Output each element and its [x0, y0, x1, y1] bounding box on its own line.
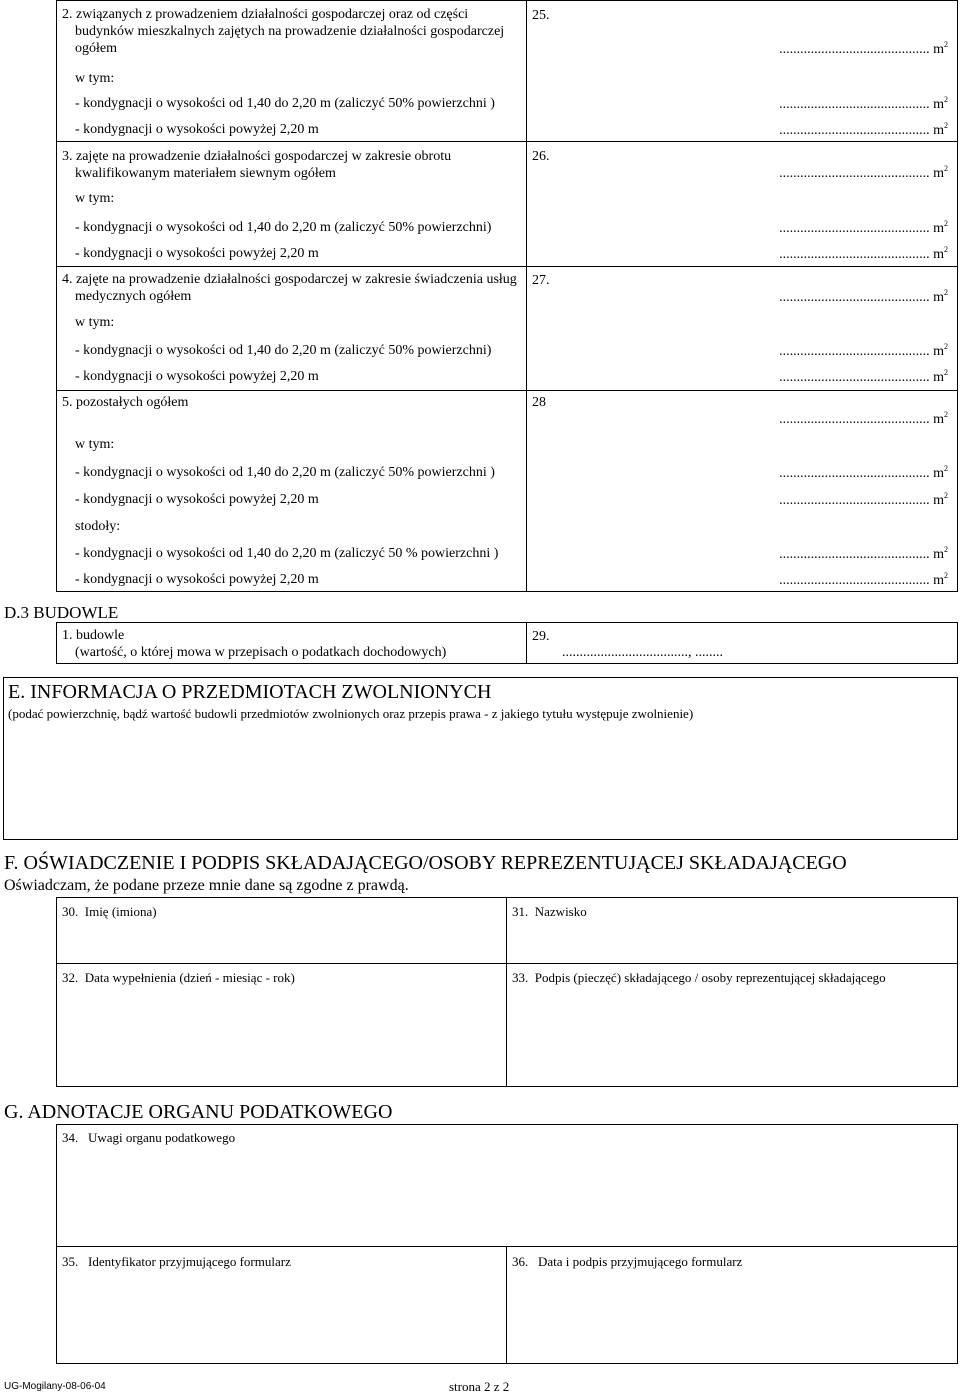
d3-header: D.3 BUDOWLE — [4, 603, 119, 622]
field-33-number: 33. — [512, 970, 529, 985]
field-26-total[interactable]: ........................................... $m^2$ — [779, 164, 948, 181]
section-4-row-2: - kondygnacji o wysokości powyżej 2,20 m — [75, 369, 319, 384]
section-4-w-tym: w tym: — [75, 315, 115, 330]
field-26-row-1[interactable]: ........................................... $m^2$ — [779, 219, 948, 236]
field-32-label: Data wypełnienia (dzień - miesiąc - rok) — [84, 970, 295, 985]
field-32-number: 32. — [62, 970, 79, 985]
field-25-total[interactable]: ........................................... $m^2$ — [779, 40, 948, 57]
section-5-row-1: - kondygnacji o wysokości od 1,40 do 2,20 m (zaliczyć 50% powierzchni ) — [75, 465, 495, 480]
section-f-frame — [56, 897, 958, 1087]
d2-row-divider — [56, 141, 958, 142]
field-25-row-2[interactable]: ........................................... $m^2$ — [779, 121, 948, 138]
field-27-row-2[interactable]: ........................................... $m^2$ — [779, 368, 948, 385]
footer-code: UG-Mogilany-08-06-04 — [4, 1381, 106, 1392]
field-34-label: Uwagi organu podatkowego — [88, 1130, 236, 1145]
section-4-row-1: - kondygnacji o wysokości od 1,40 do 2,20 m (zaliczyć 50% powierzchni) — [75, 343, 492, 358]
field-34-uwagi[interactable] — [62, 1130, 235, 1146]
section-f-header: F. OŚWIADCZENIE I PODPIS SKŁADAJĄCEGO/OSOBY REPREZENTUJĄCEJ SKŁADAJĄCEGO — [4, 852, 847, 874]
field-28-row-1[interactable]: ........................................... $m^2$ — [779, 464, 948, 481]
d2-row-divider — [56, 390, 958, 391]
field-35-number: 35. — [62, 1254, 79, 1269]
section-g-frame — [56, 1124, 958, 1364]
field-35-label: Identyfikator przyjmującego formularz — [88, 1254, 291, 1269]
field-32-data[interactable] — [62, 970, 295, 986]
section-e-input-area[interactable] — [8, 726, 952, 834]
field-number-25: 25. — [532, 8, 550, 23]
field-31-label: Nazwisko — [534, 904, 587, 919]
section-f-row-divider — [56, 963, 958, 964]
section-2-title: 2. związanych z prowadzeniem działalności gospodarczej oraz od części budynków mieszkalnych zajętych na prowadzenie działalności gospodarczej ogółem — [62, 7, 505, 56]
section-2-row-2: - kondygnacji o wysokości powyżej 2,20 m — [75, 122, 319, 137]
field-28-total[interactable]: ........................................... $m^2$ — [779, 410, 948, 427]
section-2-row-1: - kondygnacji o wysokości od 1,40 do 2,20 m (zaliczyć 50% powierzchni ) — [75, 96, 495, 111]
d2-column-divider — [526, 0, 527, 592]
section-5-stodoly-row-2: - kondygnacji o wysokości powyżej 2,20 m — [75, 572, 319, 587]
field-number-26: 26. — [532, 149, 550, 164]
section-g-header: G. ADNOTACJE ORGANU PODATKOWEGO — [4, 1101, 393, 1123]
field-30-imie[interactable] — [62, 904, 157, 920]
field-31-number: 31. — [512, 904, 529, 919]
field-26-row-2[interactable]: ........................................... $m^2$ — [779, 245, 948, 262]
section-5-row-2: - kondygnacji o wysokości powyżej 2,20 m — [75, 492, 319, 507]
footer-page-number: strona 2 z 2 — [449, 1379, 510, 1394]
d3-column-divider — [526, 622, 527, 664]
section-e-subtitle: (podać powierzchnię, bądź wartość budowli przedmiotów zwolnionych oraz przepis prawa - z jakiego tytułu występuje zwolnienie) — [8, 706, 694, 721]
field-number-27: 27. — [532, 273, 550, 288]
section-g-row-divider — [56, 1246, 958, 1247]
field-33-label: Podpis (pieczęć) składającego / osoby reprezentującej składającego — [534, 970, 886, 985]
field-30-number: 30. — [62, 904, 79, 919]
field-28-row-2[interactable]: ........................................... $m^2$ — [779, 491, 948, 508]
d2-row-divider — [56, 266, 958, 267]
section-4-title: 4. zajęte na prowadzenie działalności gospodarczej w zakresie świadczenia usług medycznych ogółem — [62, 272, 517, 304]
field-27-row-1[interactable]: ........................................... $m^2$ — [779, 342, 948, 359]
field-30-label: Imię (imiona) — [84, 904, 157, 919]
field-28-stodoly-row-2[interactable]: ........................................... $m^2$ — [779, 571, 948, 588]
field-34-number: 34. — [62, 1130, 79, 1145]
field-29-value[interactable]: ...................................., ........ — [562, 645, 723, 660]
section-3-row-2: - kondygnacji o wysokości powyżej 2,20 m — [75, 246, 319, 261]
section-e-header: E. INFORMACJA O PRZEDMIOTACH ZWOLNIONYCH — [8, 681, 492, 703]
section-3-title: 3. zajęte na prowadzenie działalności gospodarczej w zakresie obrotu kwalifikowanym materiałem siewnym ogółem — [62, 149, 452, 181]
field-35-identyfikator[interactable] — [62, 1254, 291, 1270]
field-31-nazwisko[interactable] — [512, 904, 587, 920]
section-f-column-divider — [506, 897, 507, 1087]
field-28-stodoly-row-1[interactable]: ........................................... $m^2$ — [779, 545, 948, 562]
d3-item-label: 1. budowle (wartość, o której mowa w przepisach o podatkach dochodowych) — [62, 628, 447, 660]
section-5-stodoly: stodoły: — [75, 519, 121, 534]
section-3-w-tym: w tym: — [75, 191, 115, 206]
field-36-data-podpis[interactable] — [512, 1254, 742, 1270]
section-5-stodoly-row-1: - kondygnacji o wysokości od 1,40 do 2,20 m (zaliczyć 50 % powierzchni ) — [75, 546, 499, 561]
field-27-total[interactable]: ........................................... $m^2$ — [779, 288, 948, 305]
field-33-podpis[interactable] — [512, 970, 886, 986]
field-number-28: 28 — [532, 395, 546, 410]
field-36-label: Data i podpis przyjmującego formularz — [538, 1254, 743, 1269]
section-f-statement: Oświadczam, że podane przeze mnie dane są zgodne z prawdą. — [4, 877, 409, 894]
field-number-29: 29. — [532, 629, 550, 644]
section-2-w-tym: w tym: — [75, 71, 115, 86]
field-25-row-1[interactable]: ........................................... $m^2$ — [779, 95, 948, 112]
section-5-title: 5. pozostałych ogółem — [62, 395, 189, 410]
section-5-w-tym: w tym: — [75, 437, 115, 452]
section-3-row-1: - kondygnacji o wysokości od 1,40 do 2,20 m (zaliczyć 50% powierzchni) — [75, 220, 492, 235]
section-g-column-divider — [506, 1246, 507, 1364]
field-36-number: 36. — [512, 1254, 529, 1269]
